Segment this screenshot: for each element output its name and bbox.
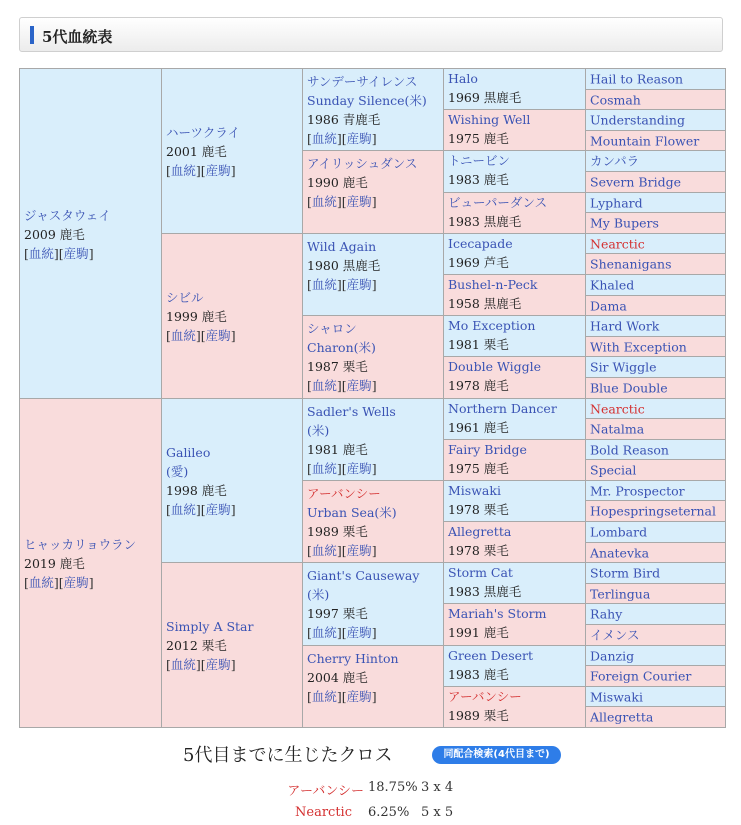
horse-birth-info: 2012 栗毛: [166, 638, 227, 653]
horse-birth-info: 1961 鹿毛: [448, 420, 509, 435]
horse-name-link[interactable]: Storm Bird: [590, 565, 661, 581]
horse-name-link[interactable]: Wishing Well: [448, 112, 531, 127]
pedigree-cell-gen3: [302, 645, 444, 728]
horse-name-link[interactable]: ヒャッカリョウラン: [24, 537, 137, 552]
offspring-link[interactable]: 産駒: [346, 461, 372, 476]
horse-birth-info: 1999 鹿毛: [166, 309, 227, 324]
horse-birth-info: 1990 鹿毛: [307, 175, 368, 190]
horse-name-link[interactable]: Lyphard: [590, 195, 643, 210]
offspring-link[interactable]: 産駒: [346, 543, 372, 558]
horse-name-link[interactable]: Giant's Causeway: [307, 568, 420, 583]
horse-name-secondary-link[interactable]: Charon(米): [307, 340, 376, 355]
horse-name-link[interactable]: Shenanigans: [590, 256, 672, 272]
pedigree-cell-gen4: [443, 109, 586, 151]
horse-name-link[interactable]: Hopespringseternal: [590, 503, 716, 519]
pedigree-cell-gen5: [585, 356, 726, 378]
horse-name-link[interactable]: Icecapade: [448, 236, 513, 251]
horse-birth-info: 1980 黒鹿毛: [307, 258, 381, 273]
horse-links: [血統][産駒]: [166, 328, 236, 343]
horse-birth-info: 2004 鹿毛: [307, 670, 368, 685]
pedigree-link[interactable]: 血統: [311, 461, 337, 476]
pedigree-link[interactable]: 血統: [170, 657, 196, 672]
pedigree-cell-gen3: [302, 150, 444, 234]
horse-name-link[interactable]: Cosmah: [590, 92, 641, 107]
horse-name-link[interactable]: カンパラ: [590, 153, 640, 169]
pedigree-cell-gen4: [443, 150, 586, 193]
pedigree-link[interactable]: 血統: [311, 378, 337, 393]
pedigree-cell-gen5: [585, 521, 726, 543]
pedigree-cell-gen2: [161, 562, 303, 728]
horse-name-link[interactable]: Miswaki: [590, 689, 643, 704]
pedigree-cell-gen5: [585, 192, 726, 213]
horse-name-link[interactable]: Hard Work: [590, 318, 660, 334]
pedigree-cell-gen4: [443, 480, 586, 522]
horse-links: [血統][産駒]: [307, 625, 377, 640]
horse-name-link[interactable]: With Exception: [590, 339, 687, 354]
pedigree-cell-gen5: [585, 130, 726, 151]
horse-birth-info: 1989 栗毛: [448, 708, 509, 723]
horse-birth-info: 1987 栗毛: [307, 359, 368, 374]
offspring-link[interactable]: 産駒: [346, 625, 372, 640]
pedigree-cell-gen5: [585, 377, 726, 399]
horse-name-link[interactable]: Bold Reason: [590, 442, 669, 457]
pedigree-cell-gen5: [585, 542, 726, 563]
cross-horse-link[interactable]: アーバンシー: [287, 784, 364, 799]
horse-birth-info: 1958 黒鹿毛: [448, 296, 522, 311]
horse-name-link[interactable]: Rahy: [590, 606, 623, 622]
pedigree-cell-gen4: [443, 398, 586, 440]
horse-name-link[interactable]: Green Desert: [448, 648, 534, 663]
same-mating-search-button[interactable]: 同配合検索(4代目まで): [432, 746, 561, 764]
offspring-link[interactable]: 産駒: [205, 163, 231, 178]
pedigree-cell-gen5: [585, 315, 726, 337]
horse-name-secondary-link[interactable]: Sunday Silence(米): [307, 93, 427, 108]
pedigree-cell-gen5: [585, 603, 726, 625]
pedigree-cell-gen4: [443, 192, 586, 234]
horse-name-link[interactable]: Natalma: [590, 421, 645, 437]
horse-birth-info: 1983 鹿毛: [448, 172, 509, 187]
cross-generations: 3 x 4: [421, 780, 454, 795]
horse-name-link[interactable]: シビル: [166, 290, 204, 305]
horse-birth-info: 1986 青鹿毛: [307, 112, 381, 127]
horse-name-link[interactable]: Terlingua: [590, 586, 651, 601]
horse-name-secondary-link[interactable]: (米): [307, 587, 330, 602]
pedigree-cell-gen4: [443, 274, 586, 316]
horse-links: [血統][産駒]: [307, 543, 377, 558]
cross-section-title: 5代目までに生じたクロス: [183, 745, 393, 766]
pedigree-cell-gen3: [302, 315, 444, 399]
pedigree-cell-gen4: [443, 645, 586, 687]
horse-name-link[interactable]: Mo Exception: [448, 318, 536, 333]
horse-name-link[interactable]: Dama: [590, 298, 627, 313]
horse-name-link[interactable]: ビューパーダンス: [448, 195, 548, 210]
horse-birth-info: 1975 鹿毛: [448, 461, 509, 476]
cross-percent: 18.75%: [368, 780, 418, 795]
pedigree-cell-gen5: [585, 686, 726, 707]
pedigree-cell-gen5: [585, 253, 726, 275]
pedigree-cell-gen4: [443, 603, 586, 646]
horse-links: [血統][産駒]: [166, 657, 236, 672]
header-accent-bar: [30, 26, 34, 44]
pedigree-table: [19, 68, 725, 727]
offspring-link[interactable]: 産駒: [205, 657, 231, 672]
pedigree-cell-gen4: [443, 439, 586, 481]
pedigree-cell-gen5: [585, 171, 726, 193]
horse-links: [血統][産駒]: [166, 502, 236, 517]
pedigree-link[interactable]: 血統: [311, 277, 337, 292]
horse-name-secondary-link[interactable]: Urban Sea(米): [307, 505, 397, 520]
horse-links: [血統][産駒]: [24, 575, 94, 590]
pedigree-cell-gen5: [585, 439, 726, 460]
pedigree-cell-gen1: [19, 68, 162, 399]
horse-links: [血統][産駒]: [307, 378, 377, 393]
pedigree-cell-gen5: [585, 500, 726, 522]
horse-name-link[interactable]: Wild Again: [307, 239, 377, 254]
horse-links: [血統][産駒]: [307, 277, 377, 292]
offspring-link[interactable]: 産駒: [346, 277, 372, 292]
horse-name-link[interactable]: Danzig: [590, 648, 635, 663]
horse-name-link[interactable]: Simply A Star: [166, 619, 254, 634]
horse-name-link[interactable]: My Bupers: [590, 215, 659, 231]
pedigree-cell-gen3: [302, 68, 444, 151]
offspring-link[interactable]: 産駒: [346, 689, 372, 704]
pedigree-cell-gen1: [19, 398, 162, 728]
pedigree-cell-gen4: [443, 233, 586, 275]
horse-name-link[interactable]: ハーツクライ: [166, 125, 241, 140]
pedigree-cell-gen5: [585, 459, 726, 481]
horse-name-link[interactable]: Cherry Hinton: [307, 651, 399, 666]
pedigree-cell-gen4: [443, 686, 586, 728]
pedigree-cell-gen5: [585, 398, 726, 419]
pedigree-link[interactable]: 血統: [311, 131, 337, 146]
horse-name-link[interactable]: Severn Bridge: [590, 174, 681, 190]
page-title: 5代血統表: [42, 28, 113, 46]
horse-birth-info: 1978 栗毛: [448, 543, 509, 558]
pedigree-link[interactable]: 血統: [311, 625, 337, 640]
horse-name-link[interactable]: Storm Cat: [448, 565, 513, 580]
horse-name-link[interactable]: Hail to Reason: [590, 71, 684, 87]
horse-name-link[interactable]: Khaled: [590, 277, 635, 293]
cross-percent: 6.25%: [368, 805, 410, 820]
cross-generations: 5 x 5: [421, 805, 454, 820]
horse-name-link[interactable]: Understanding: [590, 112, 685, 128]
horse-name-link[interactable]: Double Wiggle: [448, 359, 541, 374]
horse-birth-info: 2001 鹿毛: [166, 144, 227, 159]
horse-name-link[interactable]: Halo: [448, 71, 478, 86]
pedigree-link[interactable]: 血統: [170, 163, 196, 178]
horse-birth-info: 1969 黒鹿毛: [448, 90, 522, 105]
pedigree-cell-gen3: [302, 398, 444, 481]
pedigree-cell-gen3: [302, 480, 444, 563]
offspring-link[interactable]: 産駒: [346, 131, 372, 146]
pedigree-link[interactable]: 血統: [28, 246, 54, 261]
horse-birth-info: 1998 鹿毛: [166, 483, 227, 498]
pedigree-cell-gen2: [161, 68, 303, 234]
horse-links: [血統][産駒]: [307, 194, 377, 209]
horse-birth-info: 1991 鹿毛: [448, 625, 509, 640]
horse-name-secondary-link[interactable]: (米): [307, 423, 330, 438]
pedigree-cell-gen5: [585, 645, 726, 666]
horse-name-link[interactable]: Anatevka: [590, 545, 650, 560]
horse-birth-info: 1981 鹿毛: [307, 442, 368, 457]
pedigree-cell-gen5: [585, 274, 726, 296]
pedigree-cell-gen3: [302, 562, 444, 646]
horse-name-link[interactable]: Galileo: [166, 445, 211, 460]
horse-name-link[interactable]: Bushel-n-Peck: [448, 277, 538, 292]
horse-links: [血統][産駒]: [307, 131, 377, 146]
pedigree-cell-gen5: [585, 665, 726, 687]
horse-name-link[interactable]: イメンス: [590, 627, 640, 643]
pedigree-cell-gen2: [161, 233, 303, 399]
pedigree-link[interactable]: 血統: [170, 328, 196, 343]
horse-name-link[interactable]: トニービン: [448, 153, 511, 168]
pedigree-cell-gen5: [585, 336, 726, 357]
pedigree-cell-gen4: [443, 521, 586, 563]
pedigree-cell-gen5: [585, 562, 726, 584]
pedigree-cell-gen5: [585, 150, 726, 172]
pedigree-cell-gen5: [585, 418, 726, 440]
horse-name-link[interactable]: Northern Dancer: [448, 401, 557, 416]
horse-name-link[interactable]: Blue Double: [590, 380, 668, 396]
horse-name-link[interactable]: Fairy Bridge: [448, 442, 527, 457]
cross-horse-link[interactable]: Nearctic: [295, 805, 352, 820]
pedigree-link[interactable]: 血統: [311, 689, 337, 704]
horse-links: [血統][産駒]: [24, 246, 94, 261]
horse-name-link[interactable]: Mariah's Storm: [448, 606, 547, 621]
horse-birth-info: 1978 鹿毛: [448, 378, 509, 393]
horse-birth-info: 1997 栗毛: [307, 606, 368, 621]
offspring-link[interactable]: 産駒: [346, 378, 372, 393]
offspring-link[interactable]: 産駒: [205, 502, 231, 517]
offspring-link[interactable]: 産駒: [205, 328, 231, 343]
pedigree-cell-gen5: [585, 706, 726, 728]
pedigree-cell-gen4: [443, 356, 586, 399]
pedigree-cell-gen5: [585, 68, 726, 90]
pedigree-cell-gen5: [585, 109, 726, 131]
offspring-link[interactable]: 産駒: [346, 194, 372, 209]
horse-name-link[interactable]: Allegretta: [590, 709, 654, 725]
pedigree-cell-gen4: [443, 315, 586, 357]
pedigree-link[interactable]: 血統: [28, 575, 54, 590]
horse-name-secondary-link[interactable]: (愛): [166, 464, 189, 479]
horse-name-link[interactable]: ジャスタウェイ: [24, 208, 111, 223]
horse-birth-info: 2019 鹿毛: [24, 556, 85, 571]
pedigree-link[interactable]: 血統: [170, 502, 196, 517]
horse-name-link[interactable]: Lombard: [590, 524, 648, 540]
horse-links: [血統][産駒]: [307, 461, 377, 476]
pedigree-cell-gen5: [585, 295, 726, 316]
horse-birth-info: 1989 栗毛: [307, 524, 368, 539]
pedigree-cell-gen5: [585, 583, 726, 604]
horse-name-link[interactable]: Nearctic: [590, 236, 645, 251]
offspring-link[interactable]: 産駒: [63, 575, 89, 590]
offspring-link[interactable]: 産駒: [63, 246, 89, 261]
horse-name-link[interactable]: Sadler's Wells: [307, 404, 396, 419]
horse-links: [血統][産駒]: [307, 689, 377, 704]
horse-birth-info: 1969 芦毛: [448, 255, 509, 270]
section-header: [19, 17, 723, 52]
horse-name-link[interactable]: Miswaki: [448, 483, 501, 498]
pedigree-cell-gen5: [585, 212, 726, 234]
horse-name-link[interactable]: Mr. Prospector: [590, 483, 685, 498]
horse-links: [血統][産駒]: [166, 163, 236, 178]
horse-name-link[interactable]: シャロン: [307, 321, 357, 336]
pedigree-cell-gen2: [161, 398, 303, 563]
horse-name-link[interactable]: アーバンシー: [307, 486, 381, 501]
pedigree-cell-gen4: [443, 562, 586, 604]
horse-name-link[interactable]: Mountain Flower: [590, 133, 700, 148]
pedigree-cell-gen5: [585, 89, 726, 110]
pedigree-cell-gen5: [585, 233, 726, 254]
horse-birth-info: 1983 黒鹿毛: [448, 214, 522, 229]
horse-birth-info: 1978 栗毛: [448, 502, 509, 517]
pedigree-cell-gen4: [443, 68, 586, 110]
horse-name-link[interactable]: Special: [590, 462, 637, 478]
horse-birth-info: 1983 鹿毛: [448, 667, 509, 682]
pedigree-cell-gen5: [585, 624, 726, 646]
horse-name-link[interactable]: Allegretta: [448, 524, 512, 539]
horse-name-link[interactable]: アーバンシー: [448, 689, 522, 704]
pedigree-cell-gen3: [302, 233, 444, 316]
horse-birth-info: 1983 黒鹿毛: [448, 584, 522, 599]
horse-name-link[interactable]: アイリッシュダンス: [307, 156, 418, 171]
horse-birth-info: 1981 栗毛: [448, 337, 509, 352]
pedigree-link[interactable]: 血統: [311, 543, 337, 558]
horse-name-link[interactable]: Sir Wiggle: [590, 359, 657, 375]
horse-name-link[interactable]: Foreign Courier: [590, 668, 692, 684]
pedigree-cell-gen5: [585, 480, 726, 501]
horse-name-link[interactable]: サンデーサイレンス: [307, 74, 418, 89]
horse-name-link[interactable]: Nearctic: [590, 401, 645, 416]
pedigree-link[interactable]: 血統: [311, 194, 337, 209]
horse-birth-info: 1975 鹿毛: [448, 131, 509, 146]
horse-birth-info: 2009 鹿毛: [24, 227, 85, 242]
